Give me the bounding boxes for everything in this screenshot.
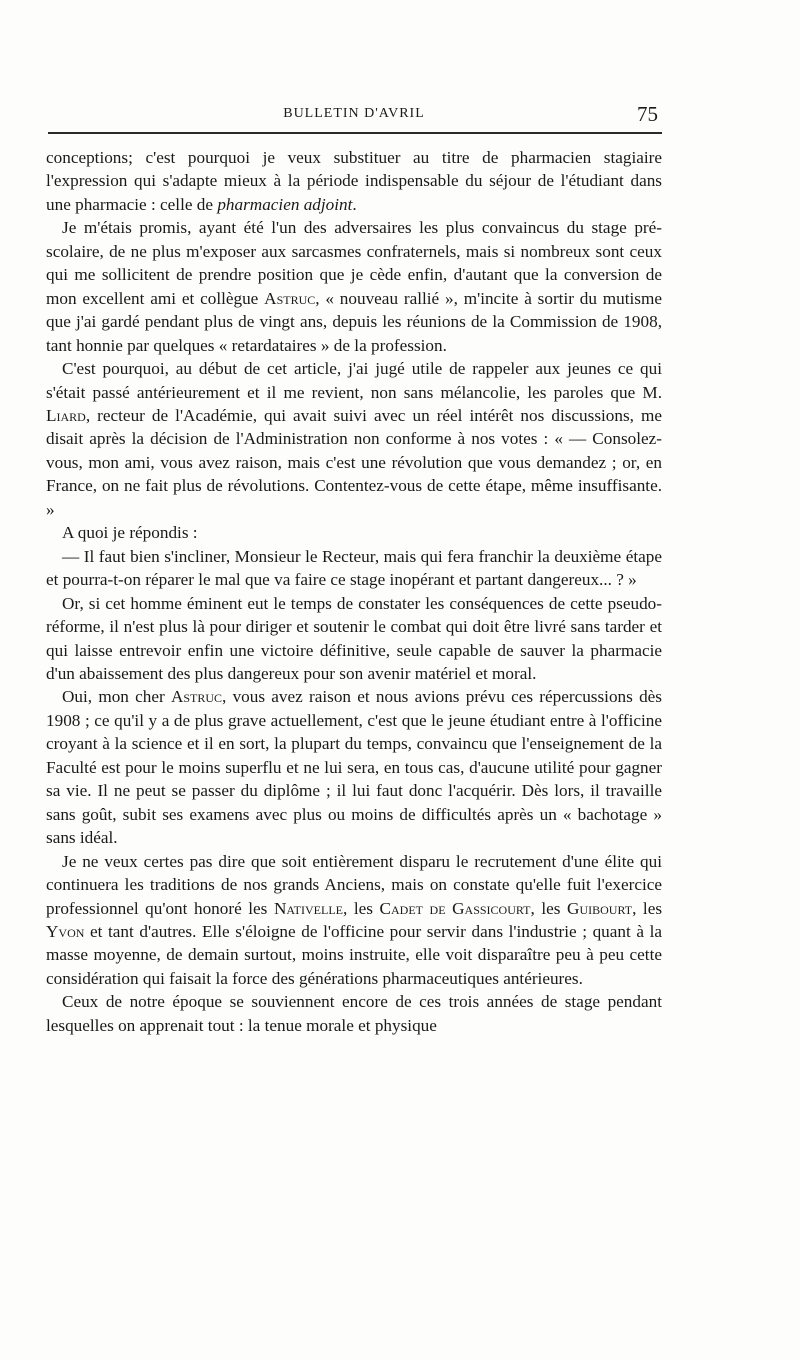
text-run: Je m'étais promis, ayant été l'un des adversaires les plus convaincus du stage pré-scolaire, de ne plus m'exposer aux sarcasmes confraternels, mais si nombreux sont ceux qui me sollicitent de prendre position que je cède enfin, d'autant que la conversion de mon excellent ami et collègue [46, 218, 662, 308]
paragraph-4 [46, 521, 662, 544]
text-run: Ceux de notre époque se souviennent encore de ces trois années de stage pendant lesquelles on apprenait tout : la tenue morale et physique [46, 992, 662, 1035]
text-run: et tant d'autres. Elle s'éloigne de l'officine pour servir dans l'industrie ; quant à la masse moyenne, de demain surtout, moins instruite, elle voit disparaître peu à peu cette considération qui faisait la force des générations pharmaceutiques antérieures. [46, 921, 662, 988]
text-run: , les [343, 898, 380, 918]
name-smallcaps: Astruc [170, 687, 223, 707]
paragraph-8 [46, 850, 662, 991]
text-run: conceptions; c'est pourquoi je veux substituer au titre de pharmacien stagiaire l'expression qui s'adapte mieux à la période indispensable du séjour de l'étudiant dans une pharmacie : celle de [46, 148, 662, 214]
text-run: — Il faut bien s'incliner, Monsieur le Recteur, mais qui fera franchir la deuxième étape et pourra-t-on réparer le mal que va faire ce stage inopérant et partant dangereux... ? » [46, 546, 662, 590]
text-run: , vous avez raison et nous avions prévu ces répercussions dès 1908 ; ce qu'il y a de plus grave actuellement, c'est que le jeune étudiant entre à l'officine croyant à la science et il en sort, la plupart du temps, convaincu que l'enseignement de la Faculté est pour le moins superflu et ne lui sera, en tous cas, d'aucune utilité pour gagner sa vie. Il ne peut se passer du diplôme ; il lui faut donc l'acquérir. Dès lors, il travaille sans goût, subit ses examens avec plus ou moins de difficultés après un « bachotage » sans idéal. [46, 687, 662, 848]
paragraph-9 [46, 990, 662, 1037]
paragraph-7 [46, 685, 662, 849]
text-run: Je ne veux certes pas dire que soit entièrement disparu le recrutement d'une élite qui continuera les traditions de nos grands Anciens, mais on constate qu'elle fuit l'exercice professionnel qu'ont honoré les [46, 851, 662, 918]
text-run: , « nouveau rallié », m'incite à sortir du mutisme que j'ai gardé pendant plus de vingt ans, depuis les réunions de la Commission de 1908, tant honnie par quelques « retardataires » de la profession. [46, 288, 662, 355]
name-smallcaps: Astruc [264, 288, 316, 308]
italic-term: pharmacien adjoint [217, 194, 353, 214]
name-smallcaps: Cadet de Gassicourt [379, 898, 531, 918]
page-number: 75 [637, 102, 658, 126]
paragraph-1 [46, 146, 662, 216]
text-run: A quoi je répondis : [62, 523, 198, 543]
paragraph-2 [46, 216, 662, 357]
header-rule [48, 132, 662, 134]
article-body [46, 146, 662, 1037]
header-title: BULLETIN D'AVRIL [283, 106, 425, 121]
text-run: , recteur de l'Académie, qui avait suivi avec un réel intérêt nos discussions, me disait après la décision de l'Administration non conforme à nos votes : « — Consolez-vous, mon ami, vous avez raison, mais c'est une révolution que vous demandez ; or, en France, on ne fait plus de révolutions. Contentez-vous de cette étape, même insuffisante. » [46, 405, 662, 519]
text-run: C'est pourquoi, au début de cet article, j'ai jugé utile de rappeler aux jeunes ce qui s'était passé antérieurement et il me revient, non sans mélancolie, les paroles que M. [46, 359, 662, 402]
running-header [48, 104, 660, 126]
text-run: Oui, mon cher [62, 687, 171, 707]
paragraph-3 [46, 357, 662, 521]
name-smallcaps: Nativelle [273, 898, 343, 918]
paragraph-5 [46, 545, 662, 592]
text-run: , les [632, 898, 663, 918]
paragraph-6 [46, 592, 662, 686]
text-run: . [352, 194, 357, 214]
name-smallcaps: Guibourt [567, 898, 633, 918]
text-run: Or, si cet homme éminent eut le temps de constater les conséquences de cette pseudo-réforme, il n'est plus là pour diriger et soutenir le combat qui doit être livré sans tarder et qui laisse entrevoir enfin une victoire définitive, seule capable de sauver la pharmacie d'un abaissement des plus dangereux pour son avenir matériel et moral. [46, 593, 662, 683]
name-smallcaps: Yvon [46, 921, 85, 941]
name-smallcaps: Liard [46, 405, 86, 425]
text-run: , les [530, 898, 568, 918]
